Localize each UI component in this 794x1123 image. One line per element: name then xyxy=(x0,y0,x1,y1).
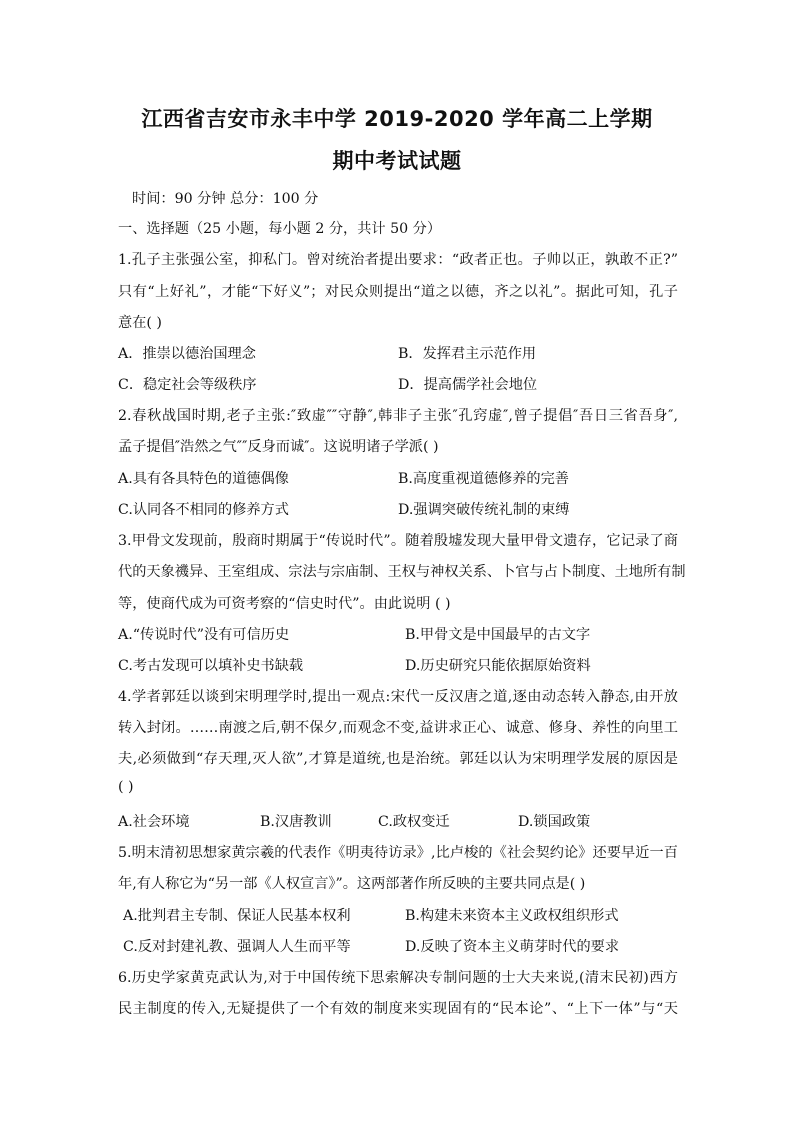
question-2-option-a: A.具有各具特色的道德偶像 xyxy=(118,471,289,487)
question-2-option-b: B.高度重视道德修养的完善 xyxy=(398,471,569,487)
question-2-option-d: D.强调突破传统礼制的束缚 xyxy=(398,502,570,518)
question-4-option-c: C.政权变迁 xyxy=(378,814,450,830)
exam-info: 时间：90 分钟 总分：100 分 xyxy=(132,191,319,207)
question-4-line-4: ( ) xyxy=(118,779,134,795)
question-2-line-2: 孟子提倡″浩然之气″″反身而诚″。这说明诸子学派( ) xyxy=(118,439,439,455)
question-5-option-d: D.反映了资本主义萌芽时代的要求 xyxy=(405,939,620,955)
question-3-option-d: D.历史研究只能依据原始资料 xyxy=(405,658,591,674)
exam-subtitle: 期中考试试题 xyxy=(332,149,462,173)
question-3-line-1: 3.甲骨文发现前，殷商时期属于“传说时代”。随着殷墟发现大量甲骨文遗存，它记录了商 xyxy=(118,533,678,549)
question-4-line-1: 4.学者郭廷以谈到宋明理学时,提出一观点:宋代一反汉唐之道,逐由动态转入静态,由开放 xyxy=(118,689,678,705)
question-4-option-a: A.社会环境 xyxy=(118,814,190,830)
question-5-option-b: B.构建未来资本主义政权组织形式 xyxy=(405,908,619,924)
section-heading: 一、选择题（25 小题，每小题 2 分，共计 50 分） xyxy=(118,221,442,237)
question-1-option-b: B．发挥君主示范作用 xyxy=(398,346,537,362)
question-4-option-b: B.汉唐教训 xyxy=(260,814,332,830)
question-1-option-a: A．推崇以德治国理念 xyxy=(118,346,256,362)
question-4-option-d: D.锁国政策 xyxy=(518,814,591,830)
question-4-line-3: 夫,必须做到“存天理,灭人欲”,才算是道统,也是治统。郭廷以认为宋明理学发展的原因是 xyxy=(118,751,678,767)
question-6-line-2: 民主制度的传入,无疑提供了一个有效的制度来实现固有的“民本论”、“上下一体”与“天 xyxy=(118,1001,678,1017)
question-2-line-1: 2.春秋战国时期,老子主张:″致虚″″守静″,韩非子主张″孔窍虚″,曾子提倡″吾日三省吾身″, xyxy=(118,408,678,424)
question-5-option-c: C.反对封建礼教、强调人人生而平等 xyxy=(123,939,351,955)
question-4-line-2: 转入封闭。……南渡之后,朝不保夕,而观念不变,益讲求正心、诚意、修身、养性的向里工 xyxy=(118,720,678,736)
question-3-option-c: C.考古发现可以填补史书缺载 xyxy=(118,658,304,674)
question-1-line-3: 意在( ) xyxy=(118,315,162,331)
question-5-line-2: 年,有人称它为“另一部《人权宣言》”。这两部著作所反映的主要共同点是( ) xyxy=(118,876,586,892)
question-2-option-c: C.认同各不相同的修养方式 xyxy=(118,502,289,518)
question-6-line-1: 6.历史学家黄克武认为,对于中国传统下思索解决专制问题的士大夫来说,(清末民初)西方 xyxy=(118,970,678,986)
question-3-line-2: 代的天象禨异、王室组成、宗法与宗庙制、王权与神权关系、卜官与占卜制度、土地所有制 xyxy=(118,564,686,580)
question-3-option-b: B.甲骨文是中国最早的古文字 xyxy=(405,627,591,643)
question-1-line-2: 只有“上好礼”，才能“下好义”；对民众则提出“道之以德，齐之以礼”。据此可知，孔子 xyxy=(118,284,678,300)
question-3-option-a: A.“传说时代”没有可信历史 xyxy=(118,627,290,643)
question-1-line-1: 1.孔子主张强公室，抑私门。曾对统治者提出要求：“政者正也。子帅以正，孰敢不正?” xyxy=(118,252,678,268)
question-1-option-c: C．稳定社会等级秩序 xyxy=(118,377,257,393)
question-5-option-a: A.批判君主专制、保证人民基本权利 xyxy=(123,908,351,924)
exam-title: 江西省吉安市永丰中学 2019-2020 学年高二上学期 xyxy=(141,107,653,131)
question-3-line-3: 等，使商代成为可资考察的“信史时代”。由此说明 ( ) xyxy=(118,596,451,612)
question-5-line-1: 5.明末清初思想家黄宗羲的代表作《明夷待访录》,比卢梭的《社会契约论》还要早近一百 xyxy=(118,845,678,861)
question-1-option-d: D．提高儒学社会地位 xyxy=(398,377,538,393)
